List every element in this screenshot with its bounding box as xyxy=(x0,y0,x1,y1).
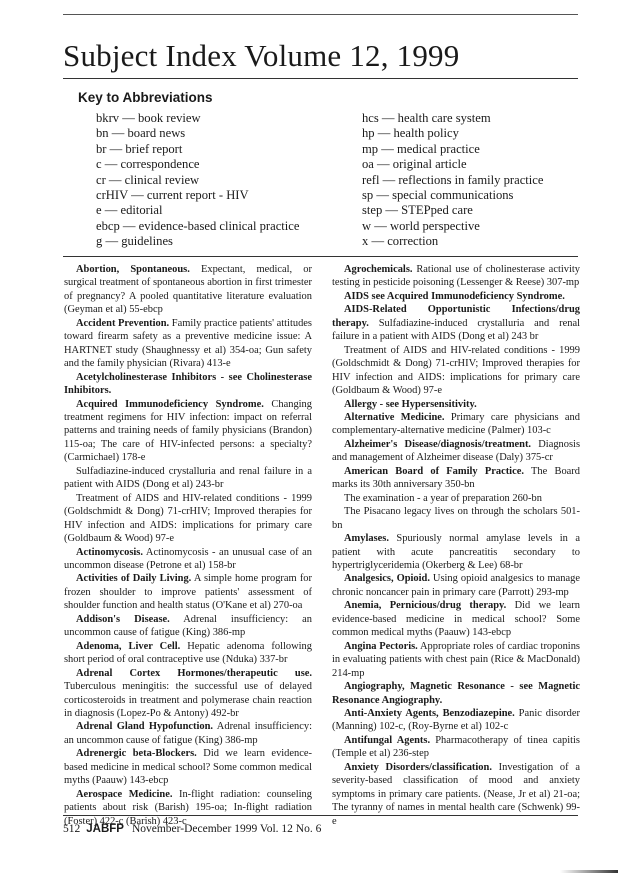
index-term: American Board of Family Practice. xyxy=(344,465,524,477)
index-citation: Treatment of AIDS and HIV-related conditions - 1999 (Goldschmidt & Dong) 71-crHIV; Improved therapies for HIV infection and AIDS: implications for primary care (Goldbaum & Wood) 97-e xyxy=(64,492,312,545)
index-citation: Changing treatment regimens for HIV infection: impact on referral patterns and training needs of family physicians (Brandon) 115-oa; The care of HIV-infected persons: a specialty? (Carmichael) 178-e xyxy=(64,398,312,464)
index-entry xyxy=(64,465,312,492)
index-term: Allergy - see Hypersensitivity. xyxy=(344,398,477,410)
index-citation: Rational use of cholinesterase activity testing in pesticide poisoning (Lessenger & Reese) 307-mp xyxy=(332,264,580,289)
index-entry xyxy=(64,263,312,317)
abbreviation-item: bn — board news xyxy=(96,126,186,141)
page-footer xyxy=(63,823,321,835)
index-citation: Did we learn evidence-based medicine in medical school? Some common medical myths (Paauw) 143-ebcp xyxy=(64,748,312,787)
index-citation: Adrenal insufficiency: an uncommon cause of fatigue (King) 386-mp xyxy=(64,613,313,639)
index-term: Adrenal Cortex Hormones/therapeutic use. xyxy=(76,667,312,679)
index-entry xyxy=(332,465,580,492)
index-citation: Using opioid analgesics to manage chronic noncancer pain in primary care (Parrott) 293-mp xyxy=(332,573,581,598)
index-entry xyxy=(332,398,580,411)
index-entry xyxy=(332,707,580,734)
index-entry xyxy=(64,317,312,371)
index-term: Adrenal Gland Hypofunction. xyxy=(76,721,214,733)
footer-rule xyxy=(63,815,578,816)
index-term: Accident Prevention. xyxy=(76,317,170,329)
top-rule xyxy=(63,14,578,15)
page-corner-mark xyxy=(560,870,618,873)
index-entry xyxy=(64,572,312,612)
index-term: Activities of Daily Living. xyxy=(76,573,192,585)
index-citation: In-flight radiation: counseling patients about risk (Barish) 195-oa; In-flight radiation (Foster) 422-c (Barish) 423-c xyxy=(64,788,312,827)
key-title: Key to Abbreviations xyxy=(78,90,213,105)
footer-journal: JABFP xyxy=(86,823,124,835)
index-citation: Pharmacotherapy of tinea capitis (Temple et al) 236-step xyxy=(332,734,580,760)
index-citation: Tuberculous meningitis: the successful use of delayed corticosteroids in treatment and polymerase chain reaction in diagnosis (Lopez-Po & Antony) 492-br xyxy=(64,681,312,719)
index-citation: The examination - a year of preparation 260-bn xyxy=(344,492,542,504)
index-term: AIDS see Acquired Immunodeficiency Syndrome. xyxy=(344,290,565,302)
index-term: Amylases. xyxy=(344,533,389,545)
index-entry xyxy=(332,290,580,303)
abbreviation-item: hcs — health care system xyxy=(362,111,491,125)
index-term: Anemia, Pernicious/drug therapy. xyxy=(344,600,507,612)
abbreviation-item: g — guidelines xyxy=(96,234,173,249)
index-term: Abortion, Spontaneous. xyxy=(76,264,190,275)
index-entry xyxy=(332,761,580,828)
index-entry xyxy=(332,572,580,599)
footer-page-number: 512 xyxy=(63,823,81,835)
abbreviation-item: e — editorial xyxy=(96,203,163,218)
index-entry xyxy=(64,720,312,747)
index-column-left xyxy=(64,263,312,828)
index-entry xyxy=(332,344,580,398)
index-entry xyxy=(64,398,312,465)
abbreviation-item: step — STEPped care xyxy=(362,203,473,218)
key-rule xyxy=(63,256,578,257)
abbreviation-item: hp — health policy xyxy=(362,126,459,141)
index-citation: Family practice patients' attitudes toward firearm safety as a preventive medicine issue: A HARTNET study (Shaughnessy et al) 354-oa; Gun safety and the family physician (Rivara) 413-e xyxy=(64,317,312,370)
index-entry xyxy=(64,371,312,398)
index-column-right xyxy=(332,263,580,828)
index-entry xyxy=(332,411,580,438)
index-entry xyxy=(64,747,312,787)
index-term: Actinomycosis. xyxy=(76,546,143,558)
index-entry xyxy=(332,438,580,465)
abbreviation-item: bkrv — book review xyxy=(96,111,201,125)
index-citation: Investigation of a severity-based classification of mood and anxiety symptoms in primary care patients. (Nease, Jr et al) 21-oa; The tyranny of names in mental health care (Schwenk) 99-e xyxy=(332,761,580,827)
index-citation: Hepatic adenoma following short period of oral contraceptive use (Nduka) 337-br xyxy=(64,640,312,666)
index-entry xyxy=(64,546,312,573)
index-term: Aerospace Medicine. xyxy=(76,788,173,800)
index-entry xyxy=(332,263,580,290)
index-term: Addison's Disease. xyxy=(76,613,170,625)
abbreviation-item: ebcp — evidence-based clinical practice xyxy=(96,218,300,233)
abbreviation-item: cr — clinical review xyxy=(96,172,200,187)
abbreviation-item: c — correspondence xyxy=(96,157,200,172)
abbreviation-item: crHIV — current report - HIV xyxy=(96,188,249,203)
index-term: AIDS-Related Opportunistic Infections/drug therapy. xyxy=(332,304,580,329)
index-citation: A simple home program for frozen shoulder to improve patients' assessment of shoulder function and health status (O'Kane et al) 270-oa xyxy=(64,573,312,612)
index-entry xyxy=(332,492,580,505)
abbreviation-item: w — world perspective xyxy=(362,218,480,233)
index-entry xyxy=(332,734,580,761)
abbreviation-item: br — brief report xyxy=(96,141,183,156)
index-citation: The Board marks its 30th anniversary 350-bn xyxy=(332,465,580,491)
key-left-column xyxy=(96,111,300,250)
index-term: Adrenergic beta-Blockers. xyxy=(76,748,197,760)
index-citation: Spuriously normal amylase levels in a patient with acute pancreatitis secondary to hypertriglyceridemia (Okerberg & Lee) 68-br xyxy=(332,533,580,571)
abbreviation-item: oa — original article xyxy=(362,157,467,172)
index-term: Acetylcholinesterase Inhibitors - see Cholinesterase Inhibitors. xyxy=(64,371,312,397)
index-citation: Adrenal insufficiency: an uncommon cause of fatigue (King) 386-mp xyxy=(64,721,312,746)
abbreviation-item: x — correction xyxy=(362,234,439,249)
index-entry xyxy=(332,599,580,639)
index-citation: The Pisacano legacy lives on through the scholars 501-bn xyxy=(332,506,580,531)
index-entry xyxy=(332,505,580,532)
index-citation: Actinomycosis - an unusual case of an uncommon disease (Petrone et al) 158-br xyxy=(64,546,312,571)
index-term: Angina Pectoris. xyxy=(344,640,418,652)
index-term: Alzheimer's Disease/diagnosis/treatment. xyxy=(344,438,532,450)
index-entry xyxy=(64,788,312,828)
index-entry xyxy=(64,492,312,546)
index-term: Agrochemicals. xyxy=(344,264,413,275)
index-citation: Diagnosis and management of Alzheimer disease (Daly) 375-cr xyxy=(332,438,581,464)
index-citation: Treatment of AIDS and HIV-related conditions - 1999 (Goldschmidt & Dong) 71-crHIV; Improved therapies for HIV infection and AIDS: implications for primary care (Goldbaum & Wood) 97-e xyxy=(332,344,580,397)
index-entry xyxy=(332,532,580,572)
key-right-column xyxy=(362,111,543,250)
index-entry xyxy=(332,680,580,707)
index-term: Acquired Immunodeficiency Syndrome. xyxy=(76,398,264,410)
abbreviation-item: refl — reflections in family practice xyxy=(362,172,544,187)
index-entry xyxy=(64,640,312,667)
index-term: Antifungal Agents. xyxy=(344,734,431,746)
footer-issue: November-December 1999 Vol. 12 No. 6 xyxy=(131,823,322,835)
index-term: Alternative Medicine. xyxy=(344,411,445,423)
index-term: Adenoma, Liver Cell. xyxy=(76,640,181,652)
page-title: Subject Index Volume 12, 1999 xyxy=(63,38,460,73)
index-term: Angiography, Magnetic Resonance - see Magnetic Resonance Angiography. xyxy=(332,681,580,706)
index-term: Analgesics, Opioid. xyxy=(344,573,430,585)
index-citation: Expectant, medical, or surgical treatment of spontaneous abortion in first trimester of pregnancy? A pooled quantitative literature evaluation (Geyman et al) 55-ebcp xyxy=(64,264,312,316)
index-term: Anxiety Disorders/classification. xyxy=(344,761,492,773)
abbreviation-item: mp — medical practice xyxy=(362,141,480,156)
index-citation: Sulfadiazine-induced crystalluria and renal failure in a patient with AIDS (Dong et al) 243-br xyxy=(64,465,312,491)
index-entry xyxy=(64,667,312,721)
index-citation: Appropriate roles of cardiac troponins in evaluating patients with chest pain (Rice & MacDonald) 214-mp xyxy=(332,640,580,679)
index-entry xyxy=(332,303,580,343)
index-citation: Sulfadiazine-induced crystalluria and renal failure in a patient with AIDS (Dong et al) 243 br xyxy=(332,317,580,343)
index-entry xyxy=(64,613,312,640)
abbreviation-item: sp — special communications xyxy=(362,188,514,203)
index-entry xyxy=(332,640,580,680)
index-term: Anti-Anxiety Agents, Benzodiazepine. xyxy=(344,707,515,719)
index-citation: Primary care physicians and complementary-alternative medicine (Palmer) 103-c xyxy=(332,411,580,437)
title-rule xyxy=(63,78,578,79)
index-citation: Panic disorder (Manning) 102-c, (Roy-Byrne et al) 102-c xyxy=(332,707,580,733)
index-citation: Did we learn evidence-based medicine in medical school? Some common medical myths (Paauw) 143-ebcp xyxy=(332,600,580,639)
